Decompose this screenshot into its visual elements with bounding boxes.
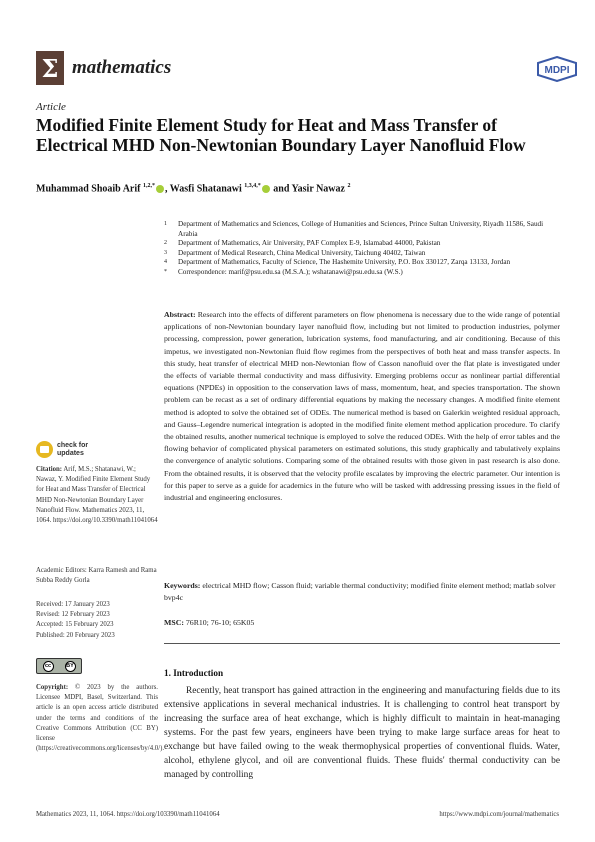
citation-text: Arif, M.S.; Shatanawi, W.; Nawaz, Y. Modified Finite Element Study for Heat and Mass Transfer of Electrical MHD Non-Newtonian Boundary Layer Nanofluid Flow. Mathematics 2023, 11, 1064. https://doi.org/10.3390/math11041064 xyxy=(36,466,158,525)
footer-journal-url[interactable]: https://www.mdpi.com/journal/mathematics xyxy=(439,811,559,818)
author-name: Muhammad Shoaib Arif xyxy=(36,183,141,195)
article-type: Article xyxy=(36,101,66,113)
updates-icon xyxy=(36,441,53,458)
copyright-label: Copyright: xyxy=(36,684,69,691)
affiliation-number: 2 xyxy=(164,240,167,247)
affiliation-number: 4 xyxy=(164,259,167,266)
copyright-block xyxy=(36,683,165,754)
page-footer xyxy=(36,811,559,818)
msc-text: 76R10; 76-10; 65K05 xyxy=(185,618,255,627)
affiliation-text: Department of Mathematics, Faculty of Science, The Hashemite University, P.O. Box 330127, Zarqa 13133, Jordan xyxy=(178,258,511,267)
affiliation-text: Department of Mathematics and Sciences, College of Humanities and Sciences, Prince Sultan University, Riyadh 11586, Saudi Arabia xyxy=(178,220,544,238)
keywords xyxy=(164,580,560,604)
affiliation-text: Department of Mathematics, Air University, PAF Complex E-9, Islamabad 44000, Pakistan xyxy=(178,239,441,248)
author-name: Yasir Nawaz xyxy=(291,183,345,195)
author-name: Wasfi Shatanawi xyxy=(169,183,242,195)
article-title: Modified Finite Element Study for Heat and Mass Transfer of Electrical MHD Non-Newtonian Boundary Layer Nanofluid Flow xyxy=(36,115,526,155)
orcid-icon[interactable] xyxy=(262,185,270,193)
abstract-text: Research into the effects of different parameters on flow phenomena is necessary due to the wide range of potential applications of non-Newtonian boundary layer nanofluid flow, including but not limited to production industries, polymer processing, compression, power generation, lubrication systems, food manufacturing, and air conditioning. Because of this impetus, we investigated non-Newtonian fluid flow regimes from the perspectives of both heat and mass transfer aspects. In this study, heat transfer of electrical MHD non-Newtonian flow of Casson nanofluid over the flat plate is investigated under the effects of variable thermal conductivity and mass diffusivity. Emerging problems occur as nonlinear partial differential equations (NPDEs) in opposition to the conservation laws of mass, momentum, heat, and species transportation. The shown problem can be recast as a set of ordinary differential equations by making the necessary changes. A modified finite element method is adopted to solve the obtained set of ODEs. The numerical method is based on Galerkin weighted residual approach, and Gauss–Legendre numerical integration is adopted in the modified finite element method application procedure. To clarify the obtained results, another numerical technique is employed to solve the reduced ODEs. With the help of error tables and the flowing behavior of complicated physical parameters on estimated solutions, this study graphically and tabulatively explains the convergence of analytic solutions. Comparing some of the obtained results with those given in past research is also done. From the obtained results, it is observed that the velocity profile escalates by improving the electric parameter. Our intention is for this paper to serve as a guide for academics in the future who will be tasked with addressing pressing issues in the field of industrial and engineering enclosures. xyxy=(164,310,561,503)
section-heading: 1. Introduction xyxy=(164,668,224,678)
abstract-label: Abstract: xyxy=(164,310,196,319)
mdpi-logo xyxy=(535,56,579,82)
msc-codes xyxy=(164,618,560,627)
keywords-label: Keywords: xyxy=(164,581,201,590)
updates-label: check for updates xyxy=(57,441,89,457)
footer-citation: Mathematics 2023, 11, 1064. https://doi.org/103390/math11041064 xyxy=(36,811,220,818)
orcid-icon[interactable] xyxy=(156,185,164,193)
affiliation-number: 1 xyxy=(164,221,167,227)
academic-editors: Academic Editors: Karra Ramesh and Rama Subba Reddy Gorla xyxy=(36,567,157,585)
affiliation-number: * xyxy=(164,268,167,275)
author-separator: , xyxy=(164,183,170,195)
by-icon: BY xyxy=(65,661,76,672)
affiliation-item xyxy=(164,258,564,268)
affiliation-text: Correspondence: marif@psu.edu.sa (M.S.A.); wshatanawi@psu.edu.sa (W.S.) xyxy=(178,267,403,276)
abstract xyxy=(164,309,560,504)
cc-by-license-badge[interactable] xyxy=(36,658,82,674)
affiliation-item xyxy=(164,249,564,259)
journal-name: mathematics xyxy=(72,57,172,78)
citation-block xyxy=(36,465,158,526)
keywords-text: electrical MHD flow; Casson fluid; variable thermal conductivity; modified finite element method; matlab solver bvp4c xyxy=(164,581,556,602)
mdpi-logo-text: MDPI xyxy=(544,65,570,76)
citation-label: Citation: xyxy=(36,466,63,473)
date-item: Received: 17 January 2023 xyxy=(36,601,110,608)
affiliation-item xyxy=(164,239,564,249)
date-item: Published: 20 February 2023 xyxy=(36,631,115,639)
affiliation-item xyxy=(164,220,564,239)
section-divider xyxy=(164,643,560,644)
author-affiliation-marker: 1,3,4,* xyxy=(244,183,261,189)
journal-logo: Σ xyxy=(36,51,64,85)
affiliation-item xyxy=(164,268,564,278)
affiliations xyxy=(164,220,564,278)
affiliation-number: 3 xyxy=(164,249,167,256)
date-item: Revised: 12 February 2023 xyxy=(36,611,110,619)
check-for-updates-button[interactable] xyxy=(36,441,88,458)
msc-label: MSC: xyxy=(164,618,184,627)
intro-paragraph: Recently, heat transport has gained attraction in the engineering and manufacturing fields due to its extensive applications in several mechanical industries. It is challenging to control heat transport by increasing the surface area of heat exchange, which is highly difficult to maintain in heat-managing systems. For the past few years, engineers have been trying to make large surface areas for heat to exchange but have failed owing to the weak thermophysical properties of conventional fluids. Water, alcohol, ethylene glycol, and oil are conventional fluids. These fluids' thermal conductivity can be managed by controlling xyxy=(164,686,560,780)
author-affiliation-marker: 1,2,* xyxy=(142,183,155,189)
publication-dates xyxy=(36,600,158,641)
journal-header xyxy=(36,50,171,86)
copyright-text: © 2023 by the authors. Licensee MDPI, Basel, Switzerland. This article is an open access article distributed under the terms and conditions of the Creative Commons Attribution (CC BY) license (https://creativecommons.org/licenses/by/4.0/). xyxy=(36,684,165,753)
cc-icon: cc xyxy=(43,661,54,672)
author-list xyxy=(36,183,576,194)
author-affiliation-marker: 2 xyxy=(347,183,351,189)
author-separator: and xyxy=(270,183,292,195)
date-item: Accepted: 15 February 2023 xyxy=(36,621,114,629)
affiliation-text: Department of Medical Research, China Medical University, Taichung 40402, Taiwan xyxy=(178,248,426,257)
